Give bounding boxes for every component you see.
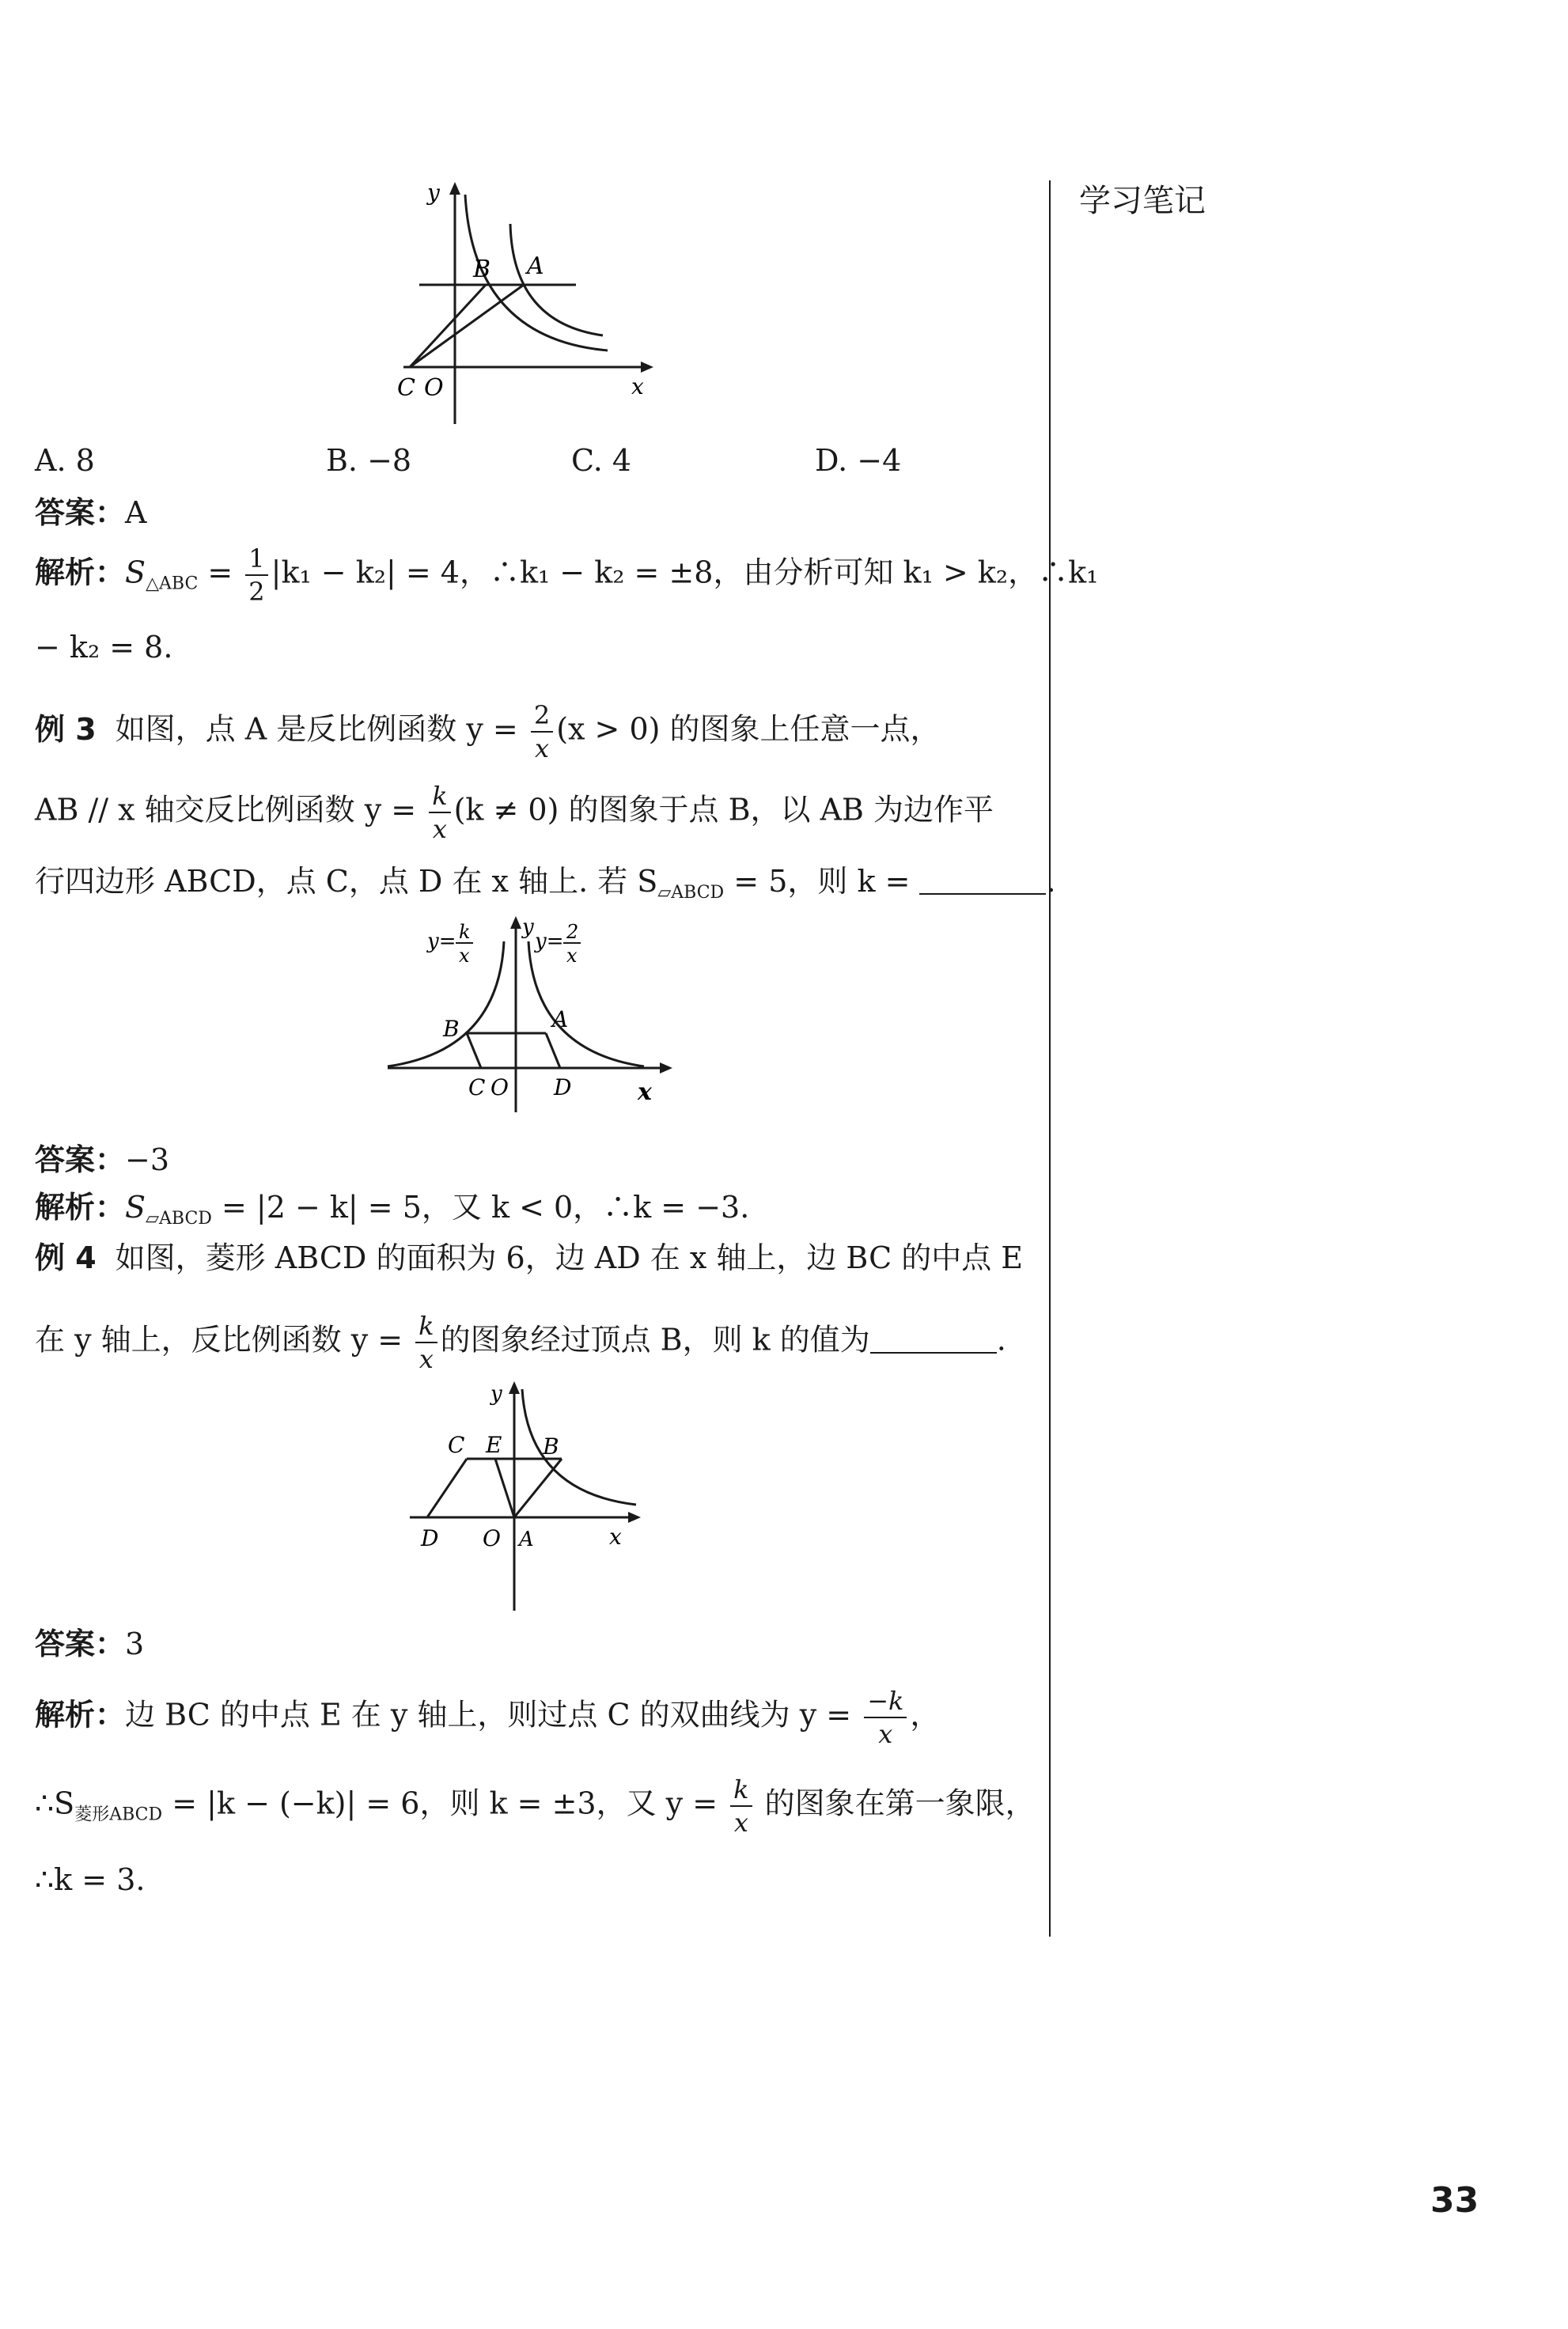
ex3-answer: 答案：−3 — [35, 1142, 170, 1177]
study-notes-label: 学习笔记 — [1079, 183, 1206, 219]
ex3-line3: 行四边形 ABCD，点 C，点 D 在 x 轴上. 若 $S_{▱ABCD} = 5$，则 k = . — [35, 864, 1056, 903]
q2-curve-outer — [510, 224, 603, 335]
ex4-label-c: C — [448, 1432, 465, 1458]
option-c: C. 4 — [571, 443, 632, 478]
ex3-left-curve — [388, 941, 504, 1066]
ex4-analysis-line1: 解析：边 BC 的中点 E 在 y 轴上，则过点 C 的双曲线为 y = $\frac{-k}{x}$ ， — [35, 1686, 941, 1749]
ex3-line1: 例 3 如图，点 A 是反比例函数 y = $\frac{2}{x}$ (x > 0) 的图象上任意一点， — [35, 700, 941, 763]
ex3-label-c: C — [468, 1074, 486, 1100]
q2-analysis-line1: 解析：$S_{\triangle ABC}$ = $\frac{1}{2}$ |k₁ − k₂| = 4，∴k₁ − k₂ = ±8，由分析可知 k₁ > k₂，∴k₁ — [35, 543, 1099, 607]
q2-figure — [380, 180, 665, 434]
q2-answer: 答案：A — [35, 495, 147, 530]
ex3-label-x: x — [638, 1078, 652, 1106]
ex3-label-d: D — [554, 1074, 572, 1100]
ex4-answer-blank — [870, 1325, 997, 1354]
ex4-analysis-line2: $\therefore S_{菱形ABCD} = |k - (-k)| = 6$，则 k = ±3，又 y = $\frac{k}{x}$ 的图象在第一象限， — [35, 1774, 1036, 1838]
ex4-line2: 在 y 轴上，反比例函数 y = $\frac{k}{x}$ 的图象经过顶点 B，则 k 的值为 . — [35, 1311, 1006, 1374]
q2-segment-ca — [410, 285, 524, 367]
ex3-segment-bc — [467, 1033, 481, 1068]
q2-analysis-line2: − k₂ = 8. — [35, 630, 173, 665]
sidebar-divider — [1049, 180, 1051, 1937]
ex3-fig-right-den: x — [566, 945, 578, 967]
option-a: A. 8 — [35, 443, 95, 478]
q2-label-b: B — [473, 256, 491, 283]
ex4-segment-ea — [495, 1459, 514, 1517]
ex4-answer: 答案：3 — [35, 1627, 145, 1661]
ex4-label-o: O — [483, 1525, 501, 1551]
ex3-fig-left-eq: y= — [427, 930, 456, 953]
ex3-figure — [380, 910, 680, 1115]
q2-label-o: O — [424, 374, 444, 402]
ex3-label-y: y — [522, 915, 534, 939]
ex3-fig-right-num: 2 — [566, 921, 579, 943]
ex4-label-y: y — [490, 1382, 502, 1406]
ex3-analysis: 解析：$S_{▱ABCD} = |2 - k| = 5$，又 k < 0，∴k = −3. — [35, 1190, 750, 1229]
ex4-analysis-line3: ∴k = 3. — [35, 1862, 146, 1897]
q2-label-x: x — [631, 373, 644, 400]
ex3-answer-blank — [919, 866, 1046, 895]
ex4-label-d: D — [421, 1525, 439, 1551]
q2-segment-cb — [410, 285, 486, 367]
page-number: 33 — [1430, 2180, 1479, 2221]
ex4-segment-cd — [427, 1459, 467, 1517]
ex4-segment-ba — [514, 1459, 562, 1517]
ex4-line1: 例 4 如图，菱形 ABCD 的面积为 6，边 AD 在 x 轴上，边 BC 的中点 E — [35, 1240, 1024, 1275]
ex3-right-curve — [528, 941, 644, 1066]
ex3-label-b: B — [443, 1016, 460, 1042]
option-b: B. −8 — [326, 443, 412, 478]
q2-label-y: y — [427, 180, 440, 206]
ex4-label-a: A — [519, 1528, 534, 1551]
ex4-figure — [403, 1377, 657, 1614]
q2-label-a: A — [527, 252, 544, 280]
ex4-label-b: B — [543, 1433, 559, 1460]
ex3-fig-right-eq: y= — [535, 930, 564, 953]
ex3-fig-left-den: x — [459, 945, 470, 967]
option-d: D. −4 — [815, 443, 902, 478]
q2-label-c: C — [397, 374, 415, 402]
ex3-line2: AB // x 轴交反比例函数 y = $\frac{k}{x}$ (k ≠ 0) 的图象于点 B，以 AB 为边作平 — [35, 781, 994, 844]
ex4-label-x: x — [609, 1524, 622, 1550]
ex4-label-e: E — [486, 1432, 502, 1458]
ex3-fig-left-num: k — [459, 921, 471, 943]
ex3-label-a: A — [552, 1006, 569, 1032]
ex3-label-o: O — [490, 1074, 509, 1100]
ex3-segment-ad — [546, 1033, 560, 1068]
